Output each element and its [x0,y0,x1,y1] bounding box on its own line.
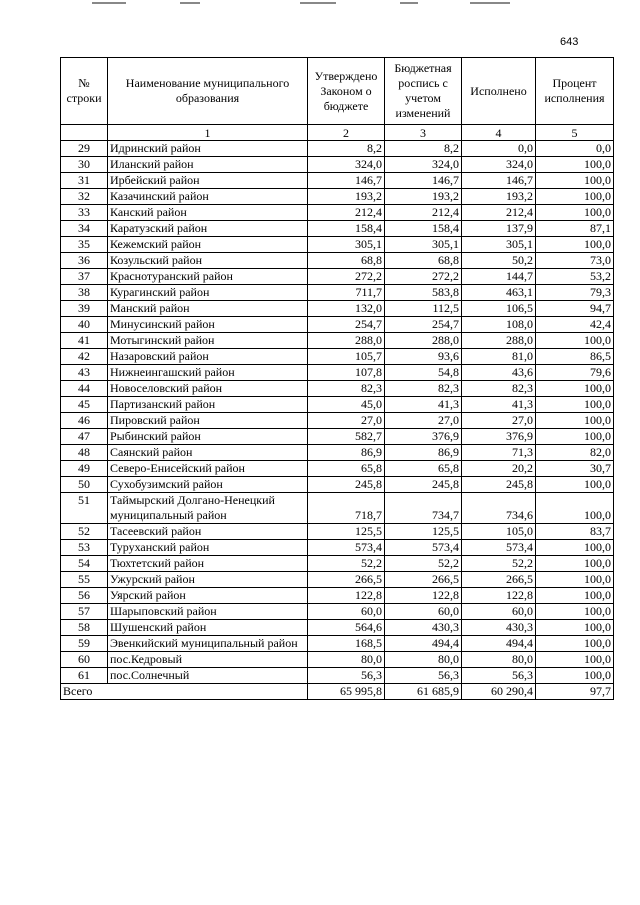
row-number: 52 [61,524,108,540]
table-row [61,540,614,556]
percent-value: 100,0 [536,397,614,413]
header-row [61,58,614,125]
row-number: 53 [61,540,108,556]
row-number: 36 [61,253,108,269]
table-row [61,253,614,269]
municipality-name: Назаровский район [108,349,308,365]
table-row [61,365,614,381]
percent-value: 79,3 [536,285,614,301]
percent-value: 100,0 [536,173,614,189]
percent-value: 100,0 [536,381,614,397]
approved-value: 212,4 [308,205,385,221]
approved-value: 60,0 [308,604,385,620]
approved-value: 105,7 [308,349,385,365]
row-number: 38 [61,285,108,301]
municipality-name: Ирбейский район [108,173,308,189]
approved-value: 56,3 [308,668,385,684]
table-row [61,477,614,493]
municipality-name: Партизанский район [108,397,308,413]
table-row [61,668,614,684]
row-number: 40 [61,317,108,333]
municipality-name: Сухобузимский район [108,477,308,493]
budget-list-value: 254,7 [385,317,462,333]
budget-list-value: 376,9 [385,429,462,445]
row-number: 61 [61,668,108,684]
percent-value: 30,7 [536,461,614,477]
budget-list-value: 54,8 [385,365,462,381]
municipality-name: Уярский район [108,588,308,604]
municipality-name: Туруханский район [108,540,308,556]
row-number: 48 [61,445,108,461]
budget-list-value: 68,8 [385,253,462,269]
executed-value: 71,3 [462,445,536,461]
executed-value: 245,8 [462,477,536,493]
executed-value: 734,6 [462,493,536,524]
table-row [61,588,614,604]
budget-list-value: 324,0 [385,157,462,173]
municipality-name: Тасеевский район [108,524,308,540]
percent-value: 53,2 [536,269,614,285]
executed-value: 108,0 [462,317,536,333]
approved-value: 288,0 [308,333,385,349]
budget-list-value: 430,3 [385,620,462,636]
percent-value: 100,0 [536,636,614,652]
table-row [61,636,614,652]
total-executed: 60 290,4 [462,684,536,700]
budget-list-value: 56,3 [385,668,462,684]
approved-value: 711,7 [308,285,385,301]
budget-list-value: 573,4 [385,540,462,556]
budget-list-value: 245,8 [385,477,462,493]
approved-value: 80,0 [308,652,385,668]
approved-value: 266,5 [308,572,385,588]
table-row [61,333,614,349]
percent-value: 73,0 [536,253,614,269]
approved-value: 324,0 [308,157,385,173]
percent-value: 100,0 [536,540,614,556]
approved-value: 86,9 [308,445,385,461]
municipality-name: Краснотуранский район [108,269,308,285]
municipality-name: Идринский район [108,141,308,157]
table-row [61,189,614,205]
municipality-name: Мотыгинский район [108,333,308,349]
approved-value: 65,8 [308,461,385,477]
total-approved: 65 995,8 [308,684,385,700]
header-percent: Процент исполнения [536,58,614,125]
municipality-name: Ужурский район [108,572,308,588]
executed-value: 43,6 [462,365,536,381]
row-number: 41 [61,333,108,349]
percent-value: 100,0 [536,493,614,524]
scan-top-edge [0,0,640,8]
table-row [61,556,614,572]
municipality-name: Северо-Енисейский район [108,461,308,477]
executed-value: 430,3 [462,620,536,636]
approved-value: 718,7 [308,493,385,524]
executed-value: 324,0 [462,157,536,173]
budget-list-value: 41,3 [385,397,462,413]
executed-value: 82,3 [462,381,536,397]
budget-list-value: 125,5 [385,524,462,540]
column-number: 3 [385,125,462,141]
approved-value: 245,8 [308,477,385,493]
budget-list-value: 27,0 [385,413,462,429]
executed-value: 463,1 [462,285,536,301]
executed-value: 27,0 [462,413,536,429]
percent-value: 100,0 [536,588,614,604]
budget-list-value: 266,5 [385,572,462,588]
table-row [61,572,614,588]
row-number: 34 [61,221,108,237]
municipality-name: Новоселовский район [108,381,308,397]
municipality-name: Саянский район [108,445,308,461]
executed-value: 20,2 [462,461,536,477]
approved-value: 68,8 [308,253,385,269]
row-number: 51 [61,493,108,524]
header-approved: Утверждено Законом о бюджете [308,58,385,125]
municipality-name: Казачинский район [108,189,308,205]
budget-list-value: 158,4 [385,221,462,237]
approved-value: 272,2 [308,269,385,285]
approved-value: 107,8 [308,365,385,381]
table-row [61,461,614,477]
percent-value: 100,0 [536,668,614,684]
budget-list-value: 93,6 [385,349,462,365]
percent-value: 83,7 [536,524,614,540]
percent-value: 100,0 [536,413,614,429]
row-number: 29 [61,141,108,157]
table-row [61,493,614,524]
row-number: 57 [61,604,108,620]
municipality-name: Шушенский район [108,620,308,636]
approved-value: 146,7 [308,173,385,189]
percent-value: 100,0 [536,620,614,636]
column-numbers-row [61,125,614,141]
percent-value: 100,0 [536,652,614,668]
row-number: 46 [61,413,108,429]
budget-list-value: 52,2 [385,556,462,572]
row-number: 33 [61,205,108,221]
row-number: 45 [61,397,108,413]
percent-value: 100,0 [536,237,614,253]
table-row [61,285,614,301]
budget-list-value: 494,4 [385,636,462,652]
percent-value: 100,0 [536,429,614,445]
row-number: 50 [61,477,108,493]
percent-value: 100,0 [536,205,614,221]
approved-value: 193,2 [308,189,385,205]
municipality-name: Канский район [108,205,308,221]
municipality-name: Курагинский район [108,285,308,301]
percent-value: 100,0 [536,189,614,205]
executed-value: 105,0 [462,524,536,540]
budget-list-value: 82,3 [385,381,462,397]
row-number: 43 [61,365,108,381]
row-number: 31 [61,173,108,189]
percent-value: 100,0 [536,477,614,493]
municipality-name: Таймырский Долгано-Ненецкий муниципальный район [108,493,308,524]
approved-value: 132,0 [308,301,385,317]
budget-list-value: 583,8 [385,285,462,301]
budget-list-value: 80,0 [385,652,462,668]
executed-value: 50,2 [462,253,536,269]
municipality-name: пос.Кедровый [108,652,308,668]
table-row [61,269,614,285]
executed-value: 52,2 [462,556,536,572]
budget-list-value: 65,8 [385,461,462,477]
row-number: 56 [61,588,108,604]
municipality-name: Иланский район [108,157,308,173]
executed-value: 573,4 [462,540,536,556]
percent-value: 87,1 [536,221,614,237]
table-row [61,413,614,429]
row-number: 44 [61,381,108,397]
row-number: 42 [61,349,108,365]
percent-value: 100,0 [536,556,614,572]
row-number: 59 [61,636,108,652]
executed-value: 122,8 [462,588,536,604]
percent-value: 100,0 [536,333,614,349]
column-number: 5 [536,125,614,141]
total-budget-list: 61 685,9 [385,684,462,700]
approved-value: 305,1 [308,237,385,253]
approved-value: 158,4 [308,221,385,237]
approved-value: 582,7 [308,429,385,445]
executed-value: 60,0 [462,604,536,620]
percent-value: 42,4 [536,317,614,333]
approved-value: 122,8 [308,588,385,604]
municipality-name: Рыбинский район [108,429,308,445]
executed-value: 56,3 [462,668,536,684]
table-row [61,173,614,189]
table-row [61,429,614,445]
table-row [61,620,614,636]
column-number: 1 [108,125,308,141]
municipality-name: Минусинский район [108,317,308,333]
budget-list-value: 60,0 [385,604,462,620]
total-row [61,684,614,700]
percent-value: 82,0 [536,445,614,461]
executed-value: 137,9 [462,221,536,237]
budget-list-value: 193,2 [385,189,462,205]
table-row [61,221,614,237]
percent-value: 100,0 [536,572,614,588]
executed-value: 305,1 [462,237,536,253]
row-number: 54 [61,556,108,572]
executed-value: 266,5 [462,572,536,588]
column-number: 2 [308,125,385,141]
table-row [61,604,614,620]
executed-value: 288,0 [462,333,536,349]
executed-value: 81,0 [462,349,536,365]
municipality-name: Кежемский район [108,237,308,253]
municipality-name: Шарыповский район [108,604,308,620]
percent-value: 0,0 [536,141,614,157]
percent-value: 94,7 [536,301,614,317]
municipality-name: пос.Солнечный [108,668,308,684]
executed-value: 146,7 [462,173,536,189]
executed-value: 144,7 [462,269,536,285]
budget-list-value: 734,7 [385,493,462,524]
budget-list-value: 212,4 [385,205,462,221]
table-row [61,141,614,157]
executed-value: 106,5 [462,301,536,317]
municipality-name: Пировский район [108,413,308,429]
row-number: 60 [61,652,108,668]
budget-list-value: 305,1 [385,237,462,253]
row-number: 49 [61,461,108,477]
approved-value: 8,2 [308,141,385,157]
approved-value: 52,2 [308,556,385,572]
municipality-name: Нижнеингашский район [108,365,308,381]
approved-value: 27,0 [308,413,385,429]
executed-value: 80,0 [462,652,536,668]
executed-value: 376,9 [462,429,536,445]
row-number: 37 [61,269,108,285]
budget-list-value: 8,2 [385,141,462,157]
approved-value: 82,3 [308,381,385,397]
table-row [61,524,614,540]
row-number: 30 [61,157,108,173]
row-number: 55 [61,572,108,588]
budget-list-value: 146,7 [385,173,462,189]
budget-list-value: 288,0 [385,333,462,349]
header-executed: Исполнено [462,58,536,125]
percent-value: 100,0 [536,604,614,620]
executed-value: 212,4 [462,205,536,221]
approved-value: 573,4 [308,540,385,556]
executed-value: 494,4 [462,636,536,652]
table-row [61,237,614,253]
budget-list-value: 272,2 [385,269,462,285]
page-number: 643 [560,36,579,48]
budget-execution-table [60,57,614,700]
municipality-name: Козульский район [108,253,308,269]
column-number-blank [61,125,108,141]
percent-value: 100,0 [536,157,614,173]
total-label: Всего [61,684,308,700]
budget-list-value: 86,9 [385,445,462,461]
header-municipality-name: Наименование муниципального образования [108,58,308,125]
table-row [61,317,614,333]
executed-value: 41,3 [462,397,536,413]
percent-value: 86,5 [536,349,614,365]
executed-value: 0,0 [462,141,536,157]
municipality-name: Манский район [108,301,308,317]
table-row [61,397,614,413]
row-number: 58 [61,620,108,636]
table-row [61,157,614,173]
municipality-name: Тюхтетский район [108,556,308,572]
budget-list-value: 122,8 [385,588,462,604]
total-percent: 97,7 [536,684,614,700]
executed-value: 193,2 [462,189,536,205]
municipality-name: Каратузский район [108,221,308,237]
row-number: 39 [61,301,108,317]
column-number: 4 [462,125,536,141]
table-row [61,349,614,365]
row-number: 47 [61,429,108,445]
header-budget-list: Бюджетная роспись с учетом изменений [385,58,462,125]
table-row [61,205,614,221]
approved-value: 45,0 [308,397,385,413]
approved-value: 564,6 [308,620,385,636]
table-row [61,652,614,668]
municipality-name: Эвенкийский муниципальный район [108,636,308,652]
table-row [61,381,614,397]
approved-value: 254,7 [308,317,385,333]
approved-value: 168,5 [308,636,385,652]
approved-value: 125,5 [308,524,385,540]
budget-list-value: 112,5 [385,301,462,317]
header-row-number: № строки [61,58,108,125]
percent-value: 79,6 [536,365,614,381]
table-row [61,445,614,461]
row-number: 32 [61,189,108,205]
row-number: 35 [61,237,108,253]
table-row [61,301,614,317]
